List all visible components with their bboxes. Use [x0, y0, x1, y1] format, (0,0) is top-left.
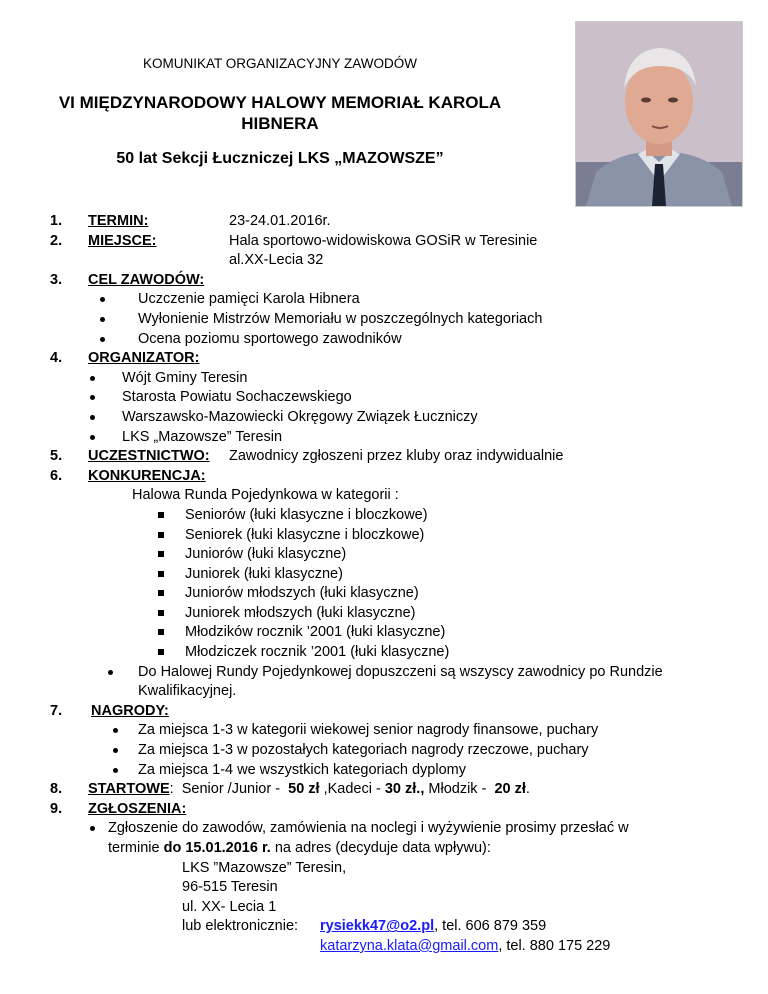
bullet-icon	[113, 728, 118, 733]
list-item-text: Za miejsca 1-3 w kategorii wiekowej senior nagrody finansowe, puchary	[138, 722, 599, 739]
list-item	[50, 369, 740, 389]
email-link-2[interactable]: katarzyna.klata@gmail.com	[320, 937, 499, 954]
section-label	[88, 212, 148, 232]
section-label-text: ZGŁOSZENIA	[88, 800, 182, 817]
section-number: 7.	[50, 702, 63, 719]
startowe-line	[88, 780, 530, 800]
list-item	[50, 721, 740, 741]
fee-label-mlodzik: Młodzik -	[428, 781, 487, 798]
section-value-2: al.XX-Lecia 32	[229, 252, 324, 269]
list-item	[50, 819, 740, 839]
document-heading: KOMUNIKAT ORGANIZACYJNY ZAWODÓW	[142, 56, 417, 71]
deadline-prefix: terminie	[108, 840, 160, 856]
bullet-icon	[90, 435, 95, 440]
address-text: 96-515 Teresin	[182, 879, 278, 896]
square-bullet-icon	[158, 610, 164, 616]
bullet-icon	[100, 337, 105, 342]
square-bullet-icon	[158, 649, 164, 655]
category-text: Juniorek (łuki klasyczne)	[185, 565, 343, 582]
list-item-continuation	[50, 839, 740, 859]
section-number: 5.	[50, 448, 63, 465]
category-item	[50, 506, 740, 526]
section-label-suffix: :	[151, 232, 157, 249]
contact-2	[320, 937, 610, 957]
list-item-text: Wójt Gminy Teresin	[122, 369, 248, 386]
section-organizator	[50, 349, 740, 369]
list-item-text: Wyłonienie Mistrzów Memoriału w poszczególnych kategoriach	[138, 310, 543, 327]
bullet-icon	[90, 376, 95, 381]
section-number: 2.	[50, 232, 63, 249]
document-body	[50, 212, 740, 957]
deadline-suffix: na adres (decyduje data wpływu):	[274, 840, 491, 856]
bullet-icon	[108, 670, 113, 675]
category-item	[50, 545, 740, 565]
list-item-text: Ocena poziomu sportowego zawodników	[138, 330, 402, 347]
list-item-text: Warszawsko-Mazowiecki Okręgowy Związek Łuczniczy	[122, 408, 478, 425]
contact-line-2	[50, 937, 740, 957]
square-bullet-icon	[158, 629, 164, 635]
section-number: 1.	[50, 213, 63, 229]
section-label-suffix: :	[200, 467, 206, 484]
section-label	[88, 349, 199, 369]
bullet-icon	[100, 297, 105, 302]
section-label-suffix: :	[143, 213, 149, 229]
list-item	[50, 428, 740, 448]
section-label-suffix: :	[169, 781, 174, 798]
section-label-text: ORGANIZATOR	[88, 350, 195, 367]
category-text: Seniorów (łuki klasyczne i bloczkowe)	[185, 506, 428, 523]
portrait-photo-illustration	[576, 22, 742, 206]
list-item-text: Uczczenie pamięci Karola Hibnera	[138, 291, 360, 308]
section-label-text: UCZESTNICTWO	[88, 448, 205, 465]
square-bullet-icon	[158, 571, 164, 577]
section-label-text: TERMIN	[88, 213, 144, 229]
bullet-icon	[90, 415, 95, 420]
event-subtitle: 50 lat Sekcji Łuczniczej LKS „MAZOWSZE”	[116, 150, 444, 167]
section-label	[88, 232, 157, 252]
event-title	[0, 92, 560, 134]
section-miejsce	[50, 232, 740, 252]
section-label-text: KONKURENCJA	[88, 467, 201, 484]
event-title-line-1: VI MIĘDZYNARODOWY HALOWY MEMORIAŁ KAROLA	[58, 93, 502, 112]
bullet-icon	[113, 768, 118, 773]
section-label-text: MIEJSCE	[88, 232, 152, 249]
fee-period: .	[525, 781, 530, 798]
square-bullet-icon	[158, 532, 164, 538]
fee-amount-mlodzik: 20 zł	[494, 781, 526, 798]
list-item	[50, 388, 740, 408]
konkurencja-intro-text: Halowa Runda Pojedynkowa w kategorii :	[132, 487, 399, 504]
section-label: CEL ZAWODÓW:	[88, 271, 205, 288]
section-number: 4.	[50, 350, 63, 367]
address-line	[50, 878, 740, 898]
section-label	[91, 702, 169, 722]
section-label-suffix: :	[194, 350, 200, 367]
event-title-line-2: HIBNERA	[241, 114, 319, 133]
section-label	[88, 800, 186, 820]
section-miejsce-address	[50, 251, 740, 271]
list-item	[50, 761, 740, 781]
section-value: Zawodnicy zgłoszeni przez kluby oraz indywidualnie	[229, 448, 564, 465]
section-value: Hala sportowo-widowiskowa GOSiR w Teresinie	[229, 232, 538, 249]
phone-1: , tel. 606 879 359	[434, 918, 547, 935]
category-text: Seniorek (łuki klasyczne i bloczkowe)	[185, 526, 425, 543]
category-text: Juniorek młodszych (łuki klasyczne)	[185, 604, 416, 621]
list-item	[50, 663, 740, 683]
section-number: 8.	[50, 781, 63, 798]
section-number: 9.	[50, 800, 63, 817]
address-line	[50, 859, 740, 879]
section-startowe	[50, 780, 740, 800]
section-konkurencja	[50, 467, 740, 487]
section-nagrody	[50, 702, 740, 722]
section-label-text: NAGRODY	[91, 702, 165, 719]
list-item	[50, 330, 740, 350]
bullet-icon	[100, 317, 105, 322]
list-item-text: Do Halowej Rundy Pojedynkowej dopuszczeni są wszyscy zawodnicy po Rundzie	[138, 663, 663, 680]
category-item	[50, 623, 740, 643]
section-zgloszenia	[50, 800, 740, 820]
category-item	[50, 584, 740, 604]
section-number: 6.	[50, 467, 63, 484]
fee-amount-senior: 50 zł	[288, 781, 320, 798]
category-text: Młodziczek rocznik ’2001 (łuki klasyczne)	[185, 644, 450, 661]
section-label: STARTOWE	[88, 781, 170, 798]
bullet-icon	[113, 748, 118, 753]
electronic-label: lub elektronicznie:	[182, 918, 299, 935]
category-item	[50, 643, 740, 663]
section-label-suffix: :	[204, 448, 210, 465]
category-item	[50, 526, 740, 546]
category-item	[50, 604, 740, 624]
category-text: Juniorów (łuki klasyczne)	[185, 546, 347, 563]
email-link-1[interactable]: rysiekk47@o2.pl	[320, 918, 435, 935]
list-item-text: Starosta Powiatu Sochaczewskiego	[122, 389, 352, 406]
fee-label-kadeci: ,Kadeci -	[323, 781, 381, 798]
section-label	[88, 447, 210, 467]
section-label-suffix: :	[181, 800, 187, 817]
list-item-text: Kwalifikacyjnej.	[138, 683, 237, 700]
list-item	[50, 408, 740, 428]
section-label-suffix: :	[164, 702, 169, 719]
address-text: ul. XX- Lecia 1	[182, 898, 277, 915]
category-text: Juniorów młodszych (łuki klasyczne)	[185, 585, 419, 602]
square-bullet-icon	[158, 512, 164, 518]
category-text: Młodzików rocznik ’2001 (łuki klasyczne)	[185, 624, 446, 641]
deadline-date: do 15.01.2016 r.	[163, 840, 271, 856]
list-item-text: Za miejsca 1-4 we wszystkich kategoriach dyplomy	[138, 761, 466, 778]
section-cel	[50, 271, 740, 291]
phone-2: , tel. 880 175 229	[498, 937, 611, 954]
section-label	[88, 467, 206, 487]
list-item	[50, 290, 740, 310]
list-item-text: Zgłoszenie do zawodów, zamówienia na noclegi i wyżywienie prosimy przesłać w	[108, 820, 629, 837]
list-item	[50, 741, 740, 761]
square-bullet-icon	[158, 590, 164, 596]
section-termin	[50, 212, 740, 232]
list-item-text: LKS „Mazowsze” Teresin	[122, 428, 283, 445]
section-number: 3.	[50, 271, 63, 288]
fee-label-senior: Senior /Junior -	[181, 781, 281, 798]
deadline-line	[108, 839, 491, 859]
konkurencja-intro	[50, 486, 740, 506]
contact-line-1	[50, 917, 740, 937]
section-value: 23-24.01.2016r.	[229, 213, 331, 229]
category-item	[50, 565, 740, 585]
bullet-icon	[90, 826, 95, 831]
section-uczestnictwo	[50, 447, 740, 467]
square-bullet-icon	[158, 551, 164, 557]
address-text: LKS ”Mazowsze” Teresin,	[182, 859, 347, 876]
fee-amount-kadeci: 30 zł.,	[384, 781, 425, 798]
list-item	[50, 310, 740, 330]
bullet-icon	[90, 395, 95, 400]
list-item-continuation	[50, 682, 740, 702]
address-line	[50, 898, 740, 918]
portrait-photo	[575, 21, 743, 207]
list-item-text: Za miejsca 1-3 w pozostałych kategoriach nagrody rzeczowe, puchary	[138, 742, 589, 759]
contact-1	[320, 917, 546, 937]
